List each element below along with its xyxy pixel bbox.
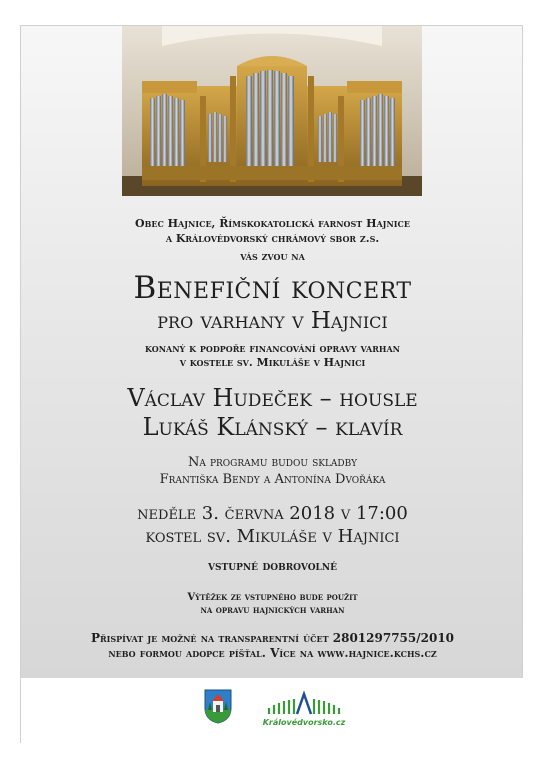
performer-2: Lukáš Klánský – klavír: [142, 413, 403, 441]
entry-fee: vstupné dobrovolné: [208, 559, 337, 574]
kralovedvorsko-logo-text: Královédvorsko.cz: [262, 718, 346, 727]
poster: [20, 25, 523, 743]
held-for-line-1: konaný k podpoře financování opravy varhan: [145, 342, 400, 355]
kralovedvorsko-logo-icon: [261, 690, 347, 718]
contribute-line-2: nebo formou adopce píšťal. Více na www.hajnice.kchs.cz: [108, 646, 437, 660]
performers: [21, 384, 524, 442]
organizers-line-2: a Královédvorský chrámový sbor z.s.: [165, 232, 380, 245]
contribute-line-1: Přispívat je možné na transparentní účet 2801297755/2010: [90, 631, 455, 645]
proceeds-line-1: Výtěžek ze vstupného bude použit: [187, 592, 358, 603]
held-for-line-2: v kostele sv. Mikuláše v Hajnici: [179, 356, 366, 369]
date-venue: [21, 502, 524, 548]
contribute: [21, 631, 524, 661]
held-for: [21, 342, 524, 370]
performer-1: Václav Hudeček – housle: [127, 384, 418, 412]
concert-subtitle: pro varhany v Hajnici: [157, 308, 388, 334]
program: [21, 454, 524, 488]
concert-title: Benefiční koncert: [133, 270, 412, 306]
hajnice-crest-icon: [203, 688, 233, 724]
organizers: [21, 216, 524, 246]
organizers-line-1: Obec Hajnice, Římskokatolická farnost Hajnice: [135, 217, 410, 230]
proceeds: [21, 591, 524, 617]
date-time: neděle 3. června 2018 v 17:00: [137, 503, 408, 524]
program-line-2: Františka Bendy a Antonína Dvořáka: [159, 472, 386, 487]
proceeds-line-2: na opravu hajnických varhan: [200, 605, 345, 616]
kralovedvorsko-logo: [261, 690, 347, 734]
venue: kostel sv. Mikuláše v Hajnici: [145, 526, 400, 547]
organ-photo: [122, 26, 422, 196]
invite-text: vás zvou na: [240, 250, 305, 263]
footer-logos: [21, 678, 524, 744]
organ-illustration: [122, 26, 422, 196]
program-line-1: Na programu budou skladby: [187, 455, 358, 470]
